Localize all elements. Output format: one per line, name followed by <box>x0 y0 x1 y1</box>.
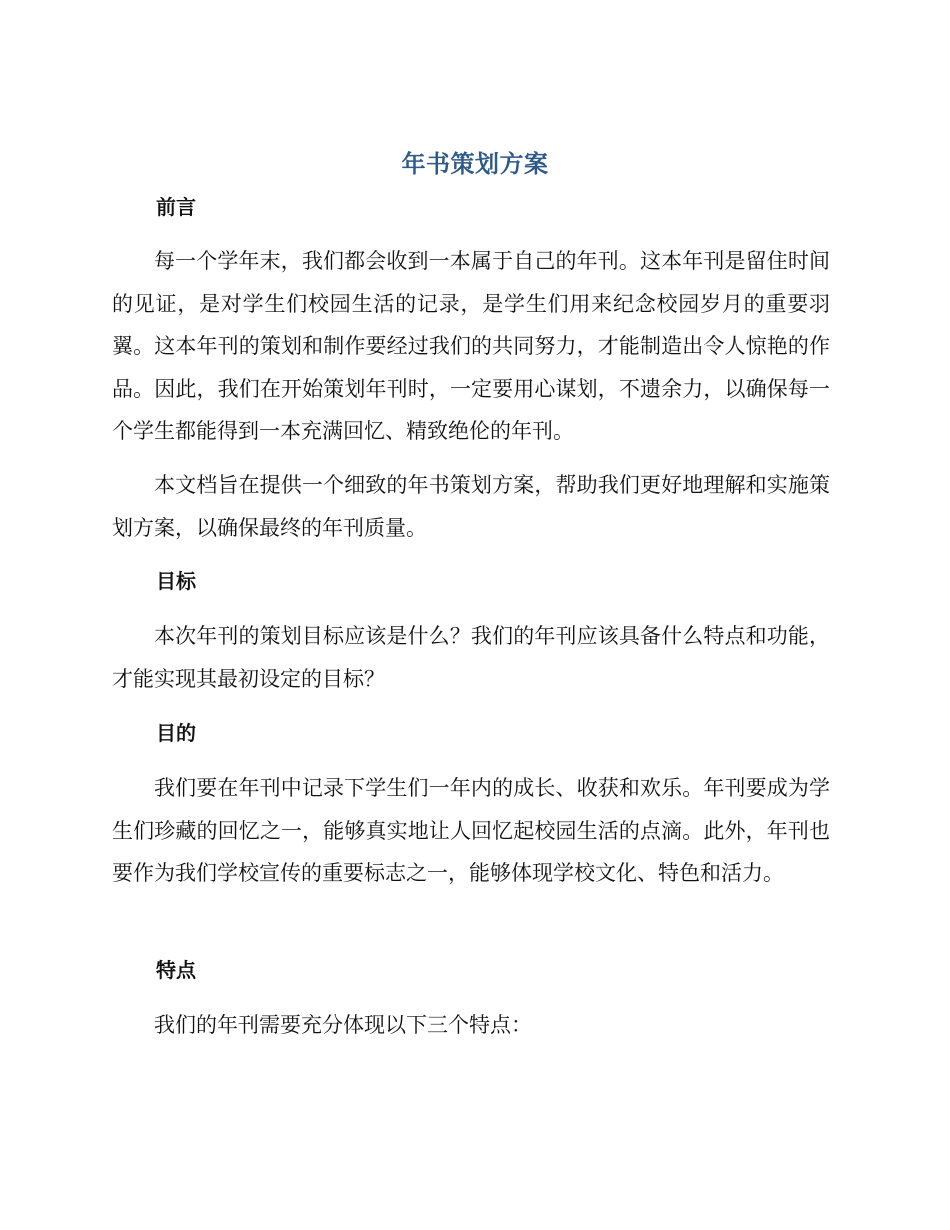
section-heading-goal: 目标 <box>156 569 196 593</box>
document-title: 年书策划方案 <box>401 150 549 178</box>
section-heading-purpose: 目的 <box>156 721 196 745</box>
preface-paragraph-2: 本文档旨在提供一个细致的年书策划方案，帮助我们更好地理解和实施策划方案，以确保最终的年刊质量。 <box>112 473 830 540</box>
purpose-paragraph: 我们要在年刊中记录下学生们一年内的成长、收获和欢乐。年刊要成为学生们珍藏的回忆之一，能够真实地让人回忆起校园生活的点滴。此外，年刊也要作为我们学校宣传的重要标志之一，能够体现学校文化、特色和活力。 <box>112 776 830 885</box>
section-heading-preface: 前言 <box>156 195 196 219</box>
preface-paragraph-1: 每一个学年末，我们都会收到一本属于自己的年刊。这本年刊是留住时间的见证，是对学生们校园生活的记录，是学生们用来纪念校园岁月的重要羽翼。这本年刊的策划和制作要经过我们的共同努力，才能制造出令人惊艳的作品。因此，我们在开始策划年刊时，一定要用心谋划，不遗余力，以确保每一个学生都能得到一本充满回忆、精致绝伦的年刊。 <box>112 249 830 443</box>
section-heading-features: 特点 <box>156 958 196 982</box>
goal-paragraph: 本次年刊的策划目标应该是什么？我们的年刊应该具备什么特点和功能，才能实现其最初设定的目标？ <box>112 624 830 691</box>
features-paragraph: 我们的年刊需要充分体现以下三个特点： <box>154 1013 532 1037</box>
